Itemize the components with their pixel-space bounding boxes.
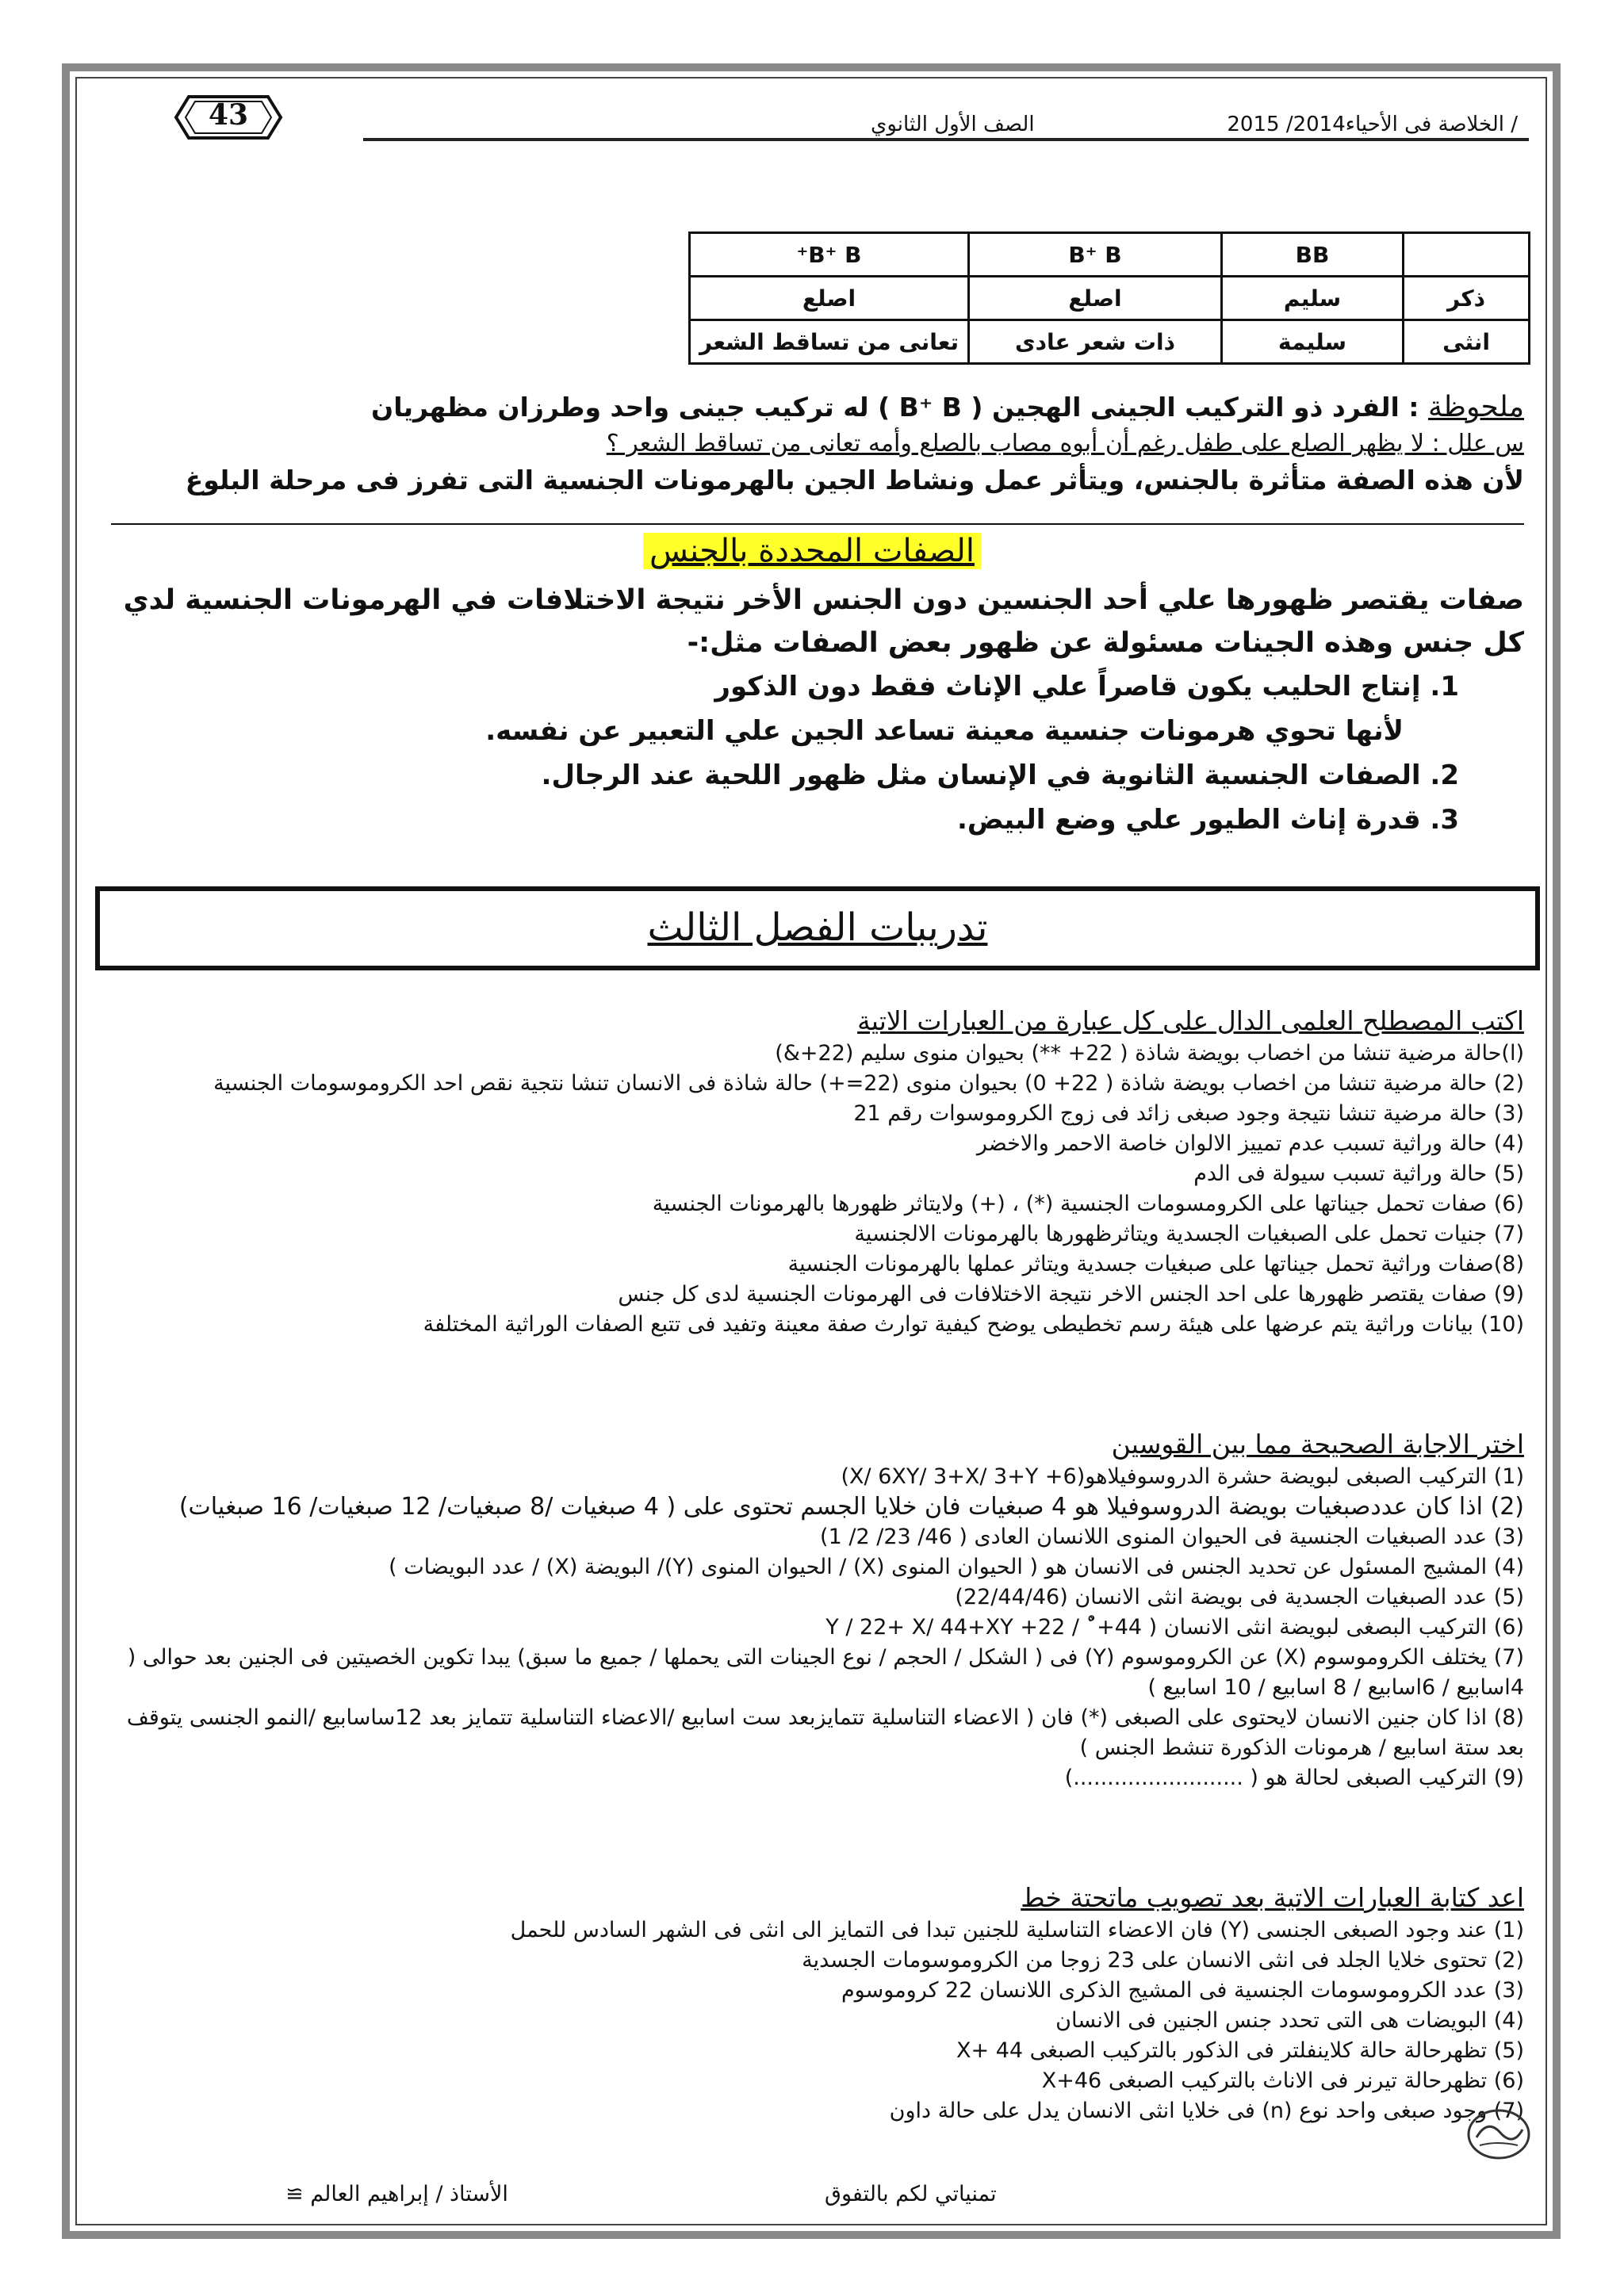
list-item: (7) جنيات تحمل على الصبغيات الجسدية ويتاثرظهورها بالهرمونات الالجنسية: [854, 1222, 1524, 1246]
list-item: (8)صفات وراثية تحمل جيناتها على صبغيات جسدية ويتاثر عملها بالهرمونات الجنسية: [787, 1252, 1524, 1276]
table-cell: اصلع: [690, 277, 969, 320]
list-item: (1) عند وجود الصبغى الجنسى (Y) فان الاعضاء التناسلية للجنين تبدا فى التمايز الى انثى فى الشهر السادس للحمل: [510, 1918, 1524, 1942]
table-cell: سليم: [1222, 277, 1404, 320]
exercise-heading: اعد كتابة العبارات الاتية بعد تصويب ماتحتة خط: [1021, 1882, 1524, 1913]
list-item: (ا)حالة مرضية تنشا من اخصاب بويضة شاذة ( 22+ **) بحيوان منوى سليم (22+&): [775, 1041, 1524, 1066]
table-row: [690, 320, 1530, 364]
page-number: 43: [208, 98, 249, 132]
page-footer: [111, 2182, 1524, 2214]
list-item: 2. الصفات الجنسية الثانوية في الإنسان مثل ظهور اللحية عند الرجال.: [541, 760, 1459, 791]
table-row: [690, 277, 1530, 320]
note-text: : الفرد ذو التركيب الجينى الهجين ( B⁺ B ) له تركيب جينى واحد وطرزان مظهريان: [371, 392, 1428, 423]
signature-stamp-icon: [1465, 2101, 1532, 2168]
table-cell: [1404, 233, 1530, 277]
table-cell: B⁺ B: [969, 233, 1222, 277]
list-item: (2) اذا كان عددصبغيات بويضة الدروسوفيلا هو 4 صبغيات فان خلايا الجسم تحتوى على ( 4 صبغيات /8 صبغيات/ 12 صبغيات/ 16 صبغيات): [178, 1493, 1524, 1521]
sex-limited-title-wrap: [0, 533, 1624, 569]
table-cell: BB: [1222, 233, 1404, 277]
list-item: (4) المشيج المسئول عن تحديد الجنس فى الانسان هو ( الحيوان المنوى (X) / الحيوان المنوى (Y)/ البويضة (X) / عدد البويضات ): [389, 1555, 1524, 1579]
list-item: (6) التركيب البصغى لبويضة انثى الانسان ( 44+˚ٌ / 22+ Y / 22+ X/ 44+XY: [825, 1615, 1524, 1640]
exercise-heading: اكتب المصطلح العلمى الدال على كل عبارة من العبارات الاتية: [857, 1005, 1524, 1036]
list-item: (6) تظهرحالة تيرنر فى الاناث بالتركيب الصبغى 46+X: [1041, 2068, 1524, 2093]
list-item: (7) يختلف الكروموسوم (X) عن الكروموسوم (Y) فى ( الشكل / الحجم / نوع الجينات التى يحملها / جميع ما سبق) يبدا تكوين الخصيتين فى الجنين بعد حوالى ( 4اسابيع / 6اسابيع / 8 اسابيع / 10 اسابيع ): [127, 1645, 1524, 1700]
exercise-choose: [111, 1427, 1524, 1793]
page-number-badge: [173, 94, 284, 141]
list-item: (9) التركيب الصبغى لحالة هو ( .........................): [1064, 1766, 1524, 1790]
exercise-heading: اختر الاجابة الصحيحة مما بين القوسين: [1111, 1429, 1524, 1460]
table-header-row: [690, 233, 1530, 277]
table-cell: اصلع: [969, 277, 1222, 320]
page-header: [94, 94, 1529, 144]
list-item: 1. إنتاج الحليب يكون قاصراً علي الإناث فقط دون الذكور: [714, 671, 1459, 702]
header-grade: الصف الأول الثانوي: [871, 113, 1035, 136]
section-divider: [111, 523, 1524, 525]
table-cell: ذكر: [1404, 277, 1530, 320]
list-item: (5) حالة وراثية تسبب سيولة فى الدم: [1193, 1161, 1524, 1186]
header-book-title: / الخلاصة فى الأحياء2014/ 2015: [1227, 113, 1518, 136]
list-item: (3) عدد الصبغيات الجنسية فى الحيوان المنوى اللانسان العادى ( 46/ 23/ 2/ 1): [820, 1525, 1524, 1549]
note-label: ملحوظة: [1428, 391, 1524, 423]
list-item: لأنها تحوي هرمونات جنسية معينة تساعد الجين علي التعبير عن نفسه.: [485, 715, 1404, 747]
sex-limited-title: الصفات المحددة بالجنس: [643, 533, 981, 569]
table-cell: سليمة: [1222, 320, 1404, 364]
list-item: (6) صفات تحمل جيناتها على الكرومسومات الجنسية (*) ، (+) ولايتاثر ظهورها بالهرمونات الجنسية: [652, 1192, 1524, 1216]
exercise-correct: [111, 1881, 1524, 2126]
list-item: (1) التركيب الصبغى لبويضة حشرة الدروسوفيلاهو(6+ X/ 6XY/ 3+X/ 3+Y): [841, 1464, 1524, 1489]
list-item: (2) تحتوى خلايا الجلد فى انثى الانسان على 23 زوجا من الكروموسومات الجسدية: [802, 1948, 1524, 1973]
note-line: [111, 388, 1524, 427]
list-item: (3) عدد الكروموسومات الجنسية فى المشيج الذكرى اللانسان 22 كروموسوم: [841, 1978, 1524, 2003]
genotype-table: [688, 232, 1530, 365]
list-item: (4) البويضات هى التى تحدد جنس الجنين فى الانسان: [1055, 2008, 1524, 2033]
header-divider: [363, 138, 1529, 141]
sex-limited-intro: صفات يقتصر ظهورها علي أحد الجنسين دون الجنس الأخر نتيجة الاختلافات في الهرمونات الجنسية لدي كل جنس وهذه الجينات مسئولة عن ظهور بعض الصفات مثل:-: [123, 584, 1524, 659]
table-cell: تعانى من تساقط الشعر: [690, 320, 969, 364]
chapter-title: تدريبات الفصل الثالث: [647, 905, 988, 950]
footer-teacher: الأستاذ / إبراهيم العالم ≅: [285, 2182, 508, 2206]
table-cell: انثى: [1404, 320, 1530, 364]
list-item: (8) اذا كان جنين الانسان لايحتوى على الصبغى (*) فان ( الاعضاء التناسلية تتمايزبعد ست اسابيع /الاعضاء التناسلية تتمايز بعد 12ساسابيع /النمو الجنسى يتوقف بعد ستة اسابيع / هرمونات الذكورة تنشط الجنس ): [126, 1705, 1524, 1760]
list-item: (7) وجود صبغى واحد نوع (n) فى خلايا انثى الانسان يدل على حالة داون: [889, 2099, 1524, 2123]
note-block: [111, 388, 1524, 499]
list-item: (5) تظهرحالة حالة كلاينفلتر فى الذكور بالتركيب الصبغى 44 +X: [956, 2038, 1524, 2063]
table-cell: ذات شعر عادى: [969, 320, 1222, 364]
list-item: (9) صفات يقتصر ظهورها على احد الجنس الاخر نتيجة الاختلافات فى الهرمونات الجنسية لدى كل جنس: [618, 1282, 1524, 1307]
chapter-title-box: [95, 886, 1540, 970]
list-item: 3. قدرة إناث الطيور علي وضع البيض.: [956, 804, 1459, 836]
exercise-terms: [111, 1004, 1524, 1340]
list-item: (2) حالة مرضية تنشا من اخصاب بويضة شاذة ( 22+ 0) بحيوان منوى (22=+) حالة شاذة فى الانسان تنشا نتجية نقص احد الكروموسومات الجنسية: [213, 1071, 1524, 1096]
list-item: (10) بيانات وراثية يتم عرضها على هيئة رسم تخطيطى يوضح كيفية توارث صفة معينة وتفيد فى تتبع الصفات الوراثية المختلفة: [423, 1312, 1524, 1337]
sex-limited-list: [444, 664, 1459, 842]
table-cell: B⁺ B⁺: [690, 233, 969, 277]
list-item: (3) حالة مرضية تنشا نتيجة وجود صبغى زائد فى زوج الكروموسوات رقم 21: [853, 1101, 1524, 1126]
list-item: (4) حالة وراثية تسبب عدم تمييز الالوان خاصة الاحمر والاخضر: [976, 1131, 1524, 1156]
note-answer: لأن هذه الصفة متأثرة بالجنس، ويتأثر عمل ونشاط الجين بالهرمونات الجنسية التى تفرز فى مرحلة البلوغ: [185, 465, 1524, 496]
footer-wish: تمنياتي لكم بالتفوق: [825, 2182, 997, 2206]
list-item: (5) عدد الصبغيات الجسدية فى بويضة انثى الانسان (22/44/46): [955, 1585, 1524, 1609]
note-question: س علل : لا يظهر الصلع على طفل رغم أن أبوه مصاب بالصلع وأمه تعانى من تساقط الشعر ؟: [606, 430, 1524, 457]
